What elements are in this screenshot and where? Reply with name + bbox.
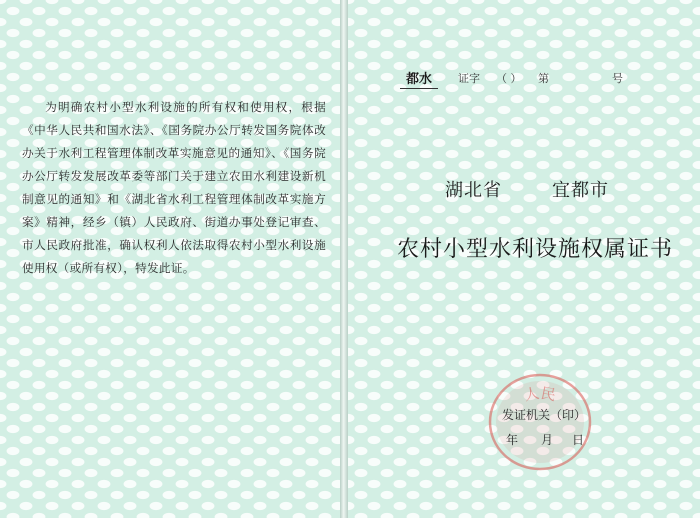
- right-page: [348, 0, 700, 518]
- date-day-label: 日: [572, 433, 585, 447]
- date-year-label: 年: [506, 433, 519, 447]
- city-label: 宜都市: [552, 180, 609, 201]
- certificate-number-line: [380, 68, 680, 90]
- number-year-paren: （ ）: [496, 72, 522, 85]
- certificate-title: 农村小型水利设施权属证书: [397, 237, 674, 262]
- number-hao-label: 号: [612, 72, 623, 85]
- issuing-authority-label: 发证机关（印）: [502, 408, 587, 422]
- province-label: 湖北省: [445, 180, 502, 201]
- seal-text: 人民: [522, 384, 558, 405]
- left-page: [0, 0, 340, 518]
- issue-date: [506, 431, 586, 447]
- number-prefix: 都水: [400, 68, 438, 89]
- preamble-text: 为明确农村小型水利设施的所有权和使用权，根据《中华人民共和国水法》、《国务院办公厅转发国务院体改办关于水利工程管理体制改革实施意见的通知》、《国务院办公厅转发发展改革委等部门关于建立农田水利建设新机制意见的通知》和《湖北省水利工程管理体制改革实施方案》精神，经乡（镇）人民政府、街道办事处登记审查、市人民政府批准，确认权利人依法取得农村小型水利设施使用权（或所有权），特发此证。: [22, 99, 326, 275]
- book-gutter: [340, 0, 348, 518]
- date-month-label: 月: [541, 433, 554, 447]
- number-cert-word: 证字: [458, 72, 480, 85]
- number-di-label: 第: [538, 72, 549, 85]
